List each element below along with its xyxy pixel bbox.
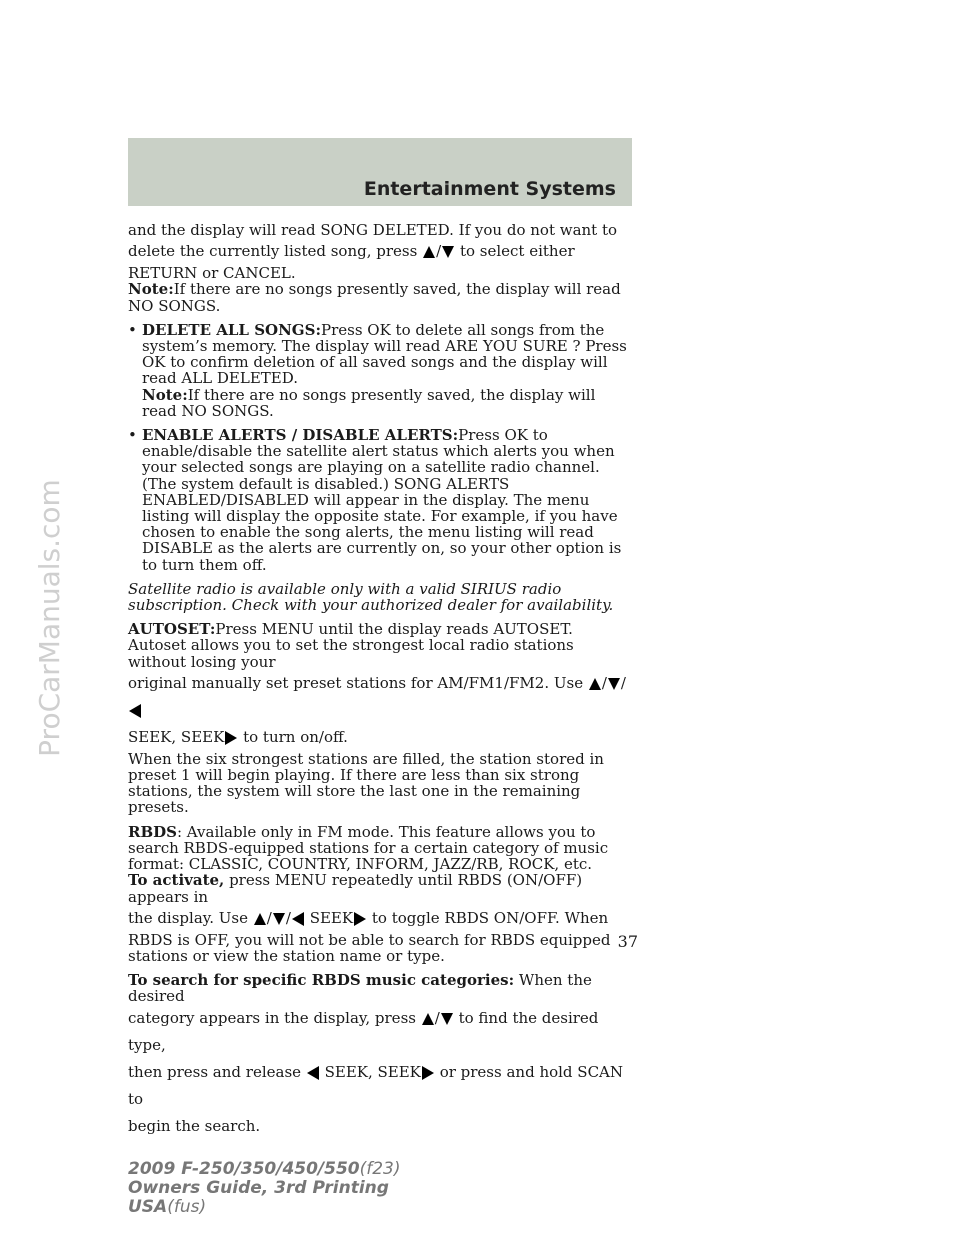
text-line: To activate, press MENU repeatedly until RBDS (ON/OFF) appears in [128,871,583,906]
up-arrow-icon [422,1013,434,1025]
down-arrow-icon [608,678,620,690]
up-arrow-icon [423,246,435,258]
list-item: • DELETE ALL SONGS:Press OK to delete all songs from the system’s memory. The display will read ARE YOU SURE ? Press OK to confirm deletion of all saved songs and the display will read ALL DELETED. Note:If there are no songs presently saved, the display will read NO SONGS. [128,322,633,419]
right-arrow-icon [225,731,237,745]
text-line: original manually set preset stations for AM/FM1/FM2. Use / / [128,670,633,724]
left-arrow-icon [292,912,304,926]
bullet: • [128,320,137,339]
six-strongest-paragraph: When the six strongest stations are filled, the station stored in preset 1 will begin playing. If there are less than six strong stations, the system will store the last one in the remaining presets. [128,749,604,817]
up-arrow-icon [589,678,601,690]
down-arrow-icon [442,246,454,258]
note: Note:If there are no songs presently saved, the display will read NO SONGS. [128,280,621,315]
list-item: • ENABLE ALERTS / DISABLE ALERTS:Press OK to enable/disable the satellite alert status which alerts you when your selected songs are playing on a satellite radio channel. (The system default is disabled.) SONG ALERTS ENABLED/DISABLED will appear in the display. The menu listing will display the opposite state. For example, if you have chosen to enable the song alerts, the menu listing will read DISABLE as the alerts are currently on, so your other option is to turn them off. [128,426,622,574]
satellite-note: Satellite radio is available only with a valid SIRIUS radio subscription. Check with your authorized dealer for availability. [128,579,614,615]
song-delete-paragraph [128,222,633,281]
down-arrow-icon [273,913,285,925]
search-paragraph: To search for specific RBDS music categories: When the desired [128,971,592,1006]
text-line: and the display will read SONG DELETED. If you do not want to [128,221,618,239]
text-line: category appears in the display, press / to find the desired type, [128,1008,599,1054]
page-body [128,222,633,1140]
text-line: SEEK, SEEK to turn on/off. [128,727,348,746]
left-arrow-icon [129,704,141,718]
section-title: Entertainment Systems [363,178,616,200]
left-arrow-icon [307,1066,319,1080]
autoset-paragraph: AUTOSET:Press MENU until the display reads AUTOSET. Autoset allows you to set the strongest local radio stations without losing your [128,620,574,671]
bullet: • [128,426,137,445]
text-line: RBDS is OFF, you will not be able to search for RBDS equipped stations or view the station name or type. [128,930,611,965]
up-arrow-icon [254,913,266,925]
watermark: ProCarManuals.com [33,479,66,757]
note: Note:If there are no songs presently saved, the display will read NO SONGS. [142,385,596,420]
text-line: begin the search. [128,1116,261,1135]
text-line: RETURN or CANCEL. [128,264,296,283]
section-header [128,138,632,206]
rbds-paragraph: RBDS: Available only in FM mode. This feature allows you to search RBDS-equipped stations for a certain category of music format: CLASSIC, COUNTRY, INFORM, JAZZ/RB, ROCK, etc. [128,822,609,874]
down-arrow-icon [441,1013,453,1025]
text-line: then press and release SEEK, SEEK or press and hold SCAN to [128,1062,624,1108]
page-number: 37 [617,932,638,951]
text-line: delete the currently listed song, press / to select either [128,242,575,261]
footer: 2009 F-250/350/450/550(f23) Owners Guide, 3rd Printing USA(fus) [128,1159,401,1217]
text-line: the display. Use / / SEEK to toggle RBDS ON/OFF. When [128,908,609,927]
right-arrow-icon [354,912,366,926]
right-arrow-icon [422,1066,434,1080]
